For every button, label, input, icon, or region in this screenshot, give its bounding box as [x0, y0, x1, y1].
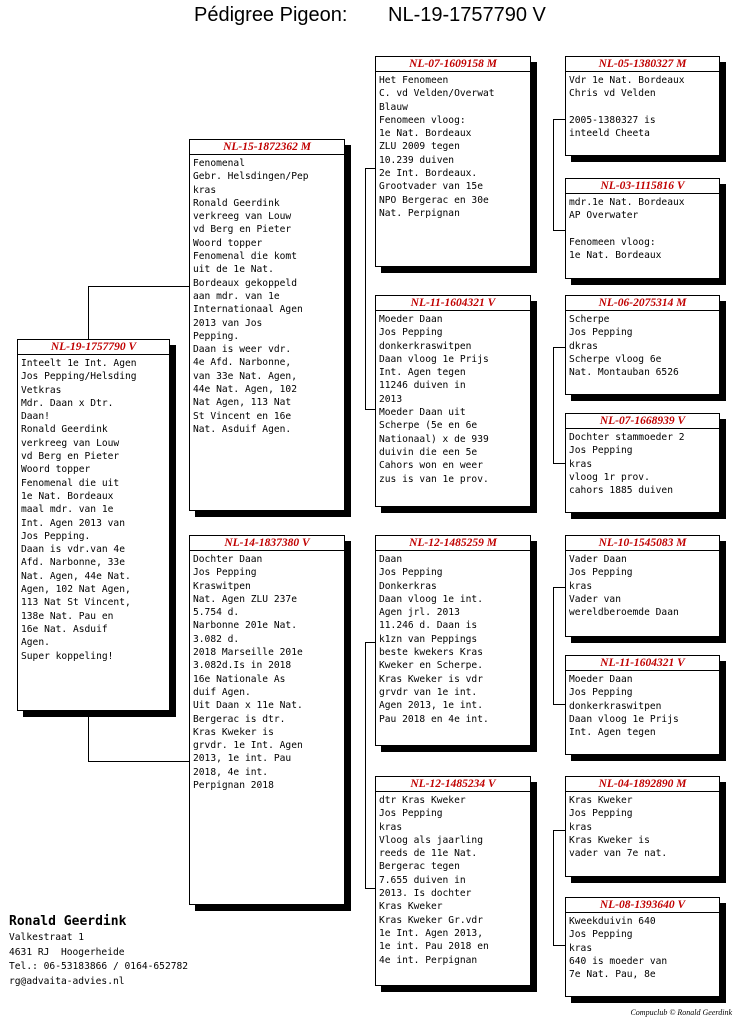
pigeon-card-mother-father — [375, 535, 531, 746]
pigeon-card-mother-mother — [375, 776, 531, 986]
pigeon-card-father-father — [375, 56, 531, 267]
connector-line — [553, 230, 565, 231]
connector-line — [553, 704, 565, 705]
ring-number: NL-04-1892890 M — [566, 777, 719, 792]
ring-number: NL-08-1393640 V — [566, 898, 719, 913]
owner-street: Valkestraat 1 — [9, 932, 85, 943]
ring-number: NL-07-1609158 M — [376, 57, 530, 72]
connector-line — [553, 587, 565, 588]
ring-number: NL-10-1545083 M — [566, 536, 719, 551]
connector-line — [553, 830, 554, 946]
pigeon-card-mmf — [565, 776, 720, 877]
ring-number: NL-07-1668939 V — [566, 414, 719, 429]
pigeon-card-fmm — [565, 413, 720, 513]
pigeon-info: Het Fenomeen C. vd Velden/Overwat Blauw Fenomeen vloog: 1e Nat. Bordeaux ZLU 2009 tegen 10.239 duiven 2e Int. Bordeaux. Grootvader van 15e NPO Bergerac en 30e Nat. Perpignan — [379, 75, 495, 219]
pigeon-info: Inteelt 1e Int. Agen Jos Pepping/Helsding Vetkras Mdr. Daan x Dtr. Daan! Ronald Geerdink verkreeg van Louw vd Berg en Pieter Woord topper Fenomenal die uit 1e Nat. Bordeaux maal mdr. van 1e Int. Agen 2013 van Jos Pepping. Daan is vdr.van 4e Afd. Narbonne, 33e Nat. Agen, 44e Nat. Agen, 102 Nat Agen, 113 Nat St Vincent, 138e Nat. Pau en 16e Nat. Asduif Agen. Super koppeling! — [21, 358, 137, 662]
connector-line — [365, 168, 375, 169]
pigeon-info: Scherpe Jos Pepping dkras Scherpe vloog 6e Nat. Montauban 6526 — [569, 314, 679, 379]
owner-email: rg@advaita-advies.nl — [9, 975, 125, 987]
pigeon-card-ffm — [565, 178, 720, 279]
connector-line — [553, 945, 565, 946]
ring-number: NL-03-1115816 V — [566, 179, 719, 194]
pigeon-info: Moeder Daan Jos Pepping donkerkraswitpen Daan vloog 1e Prijs Int. Agen tegen — [569, 674, 679, 739]
pigeon-card-mff — [565, 535, 720, 637]
connector-line — [553, 830, 565, 831]
pigeon-info: Kras Kweker Jos Pepping kras Kras Kweker is vader van 7e nat. — [569, 795, 668, 860]
pigeon-info: Dochter stammoeder 2 Jos Pepping kras vloog 1r prov. cahors 1885 duiven — [569, 432, 685, 497]
ring-number: NL-05-1380327 M — [566, 57, 719, 72]
ring-number: NL-12-1485234 V — [376, 777, 530, 792]
pigeon-info: Vader Daan Jos Pepping kras Vader van wereldberoemde Daan — [569, 554, 679, 619]
connector-line — [553, 587, 554, 705]
pigeon-info: dtr Kras Kweker Jos Pepping kras Vloog als jaarling reeds de 11e Nat. Bergerac tegen 7.655 duiven in 2013. Is dochter Kras Kweker Kras Kweker Gr.vdr 1e Int. Agen 2013, 1e int. Pau 2018 en 4e int. Perpignan — [379, 795, 489, 966]
owner-phone: Tel.: 06-53183866 / 0164-652782 — [9, 961, 189, 972]
pigeon-info: Fenomenal Gebr. Helsdingen/Pep kras Ronald Geerdink verkreeg van Louw vd Berg en Pieter Woord topper Fenomenal die komt uit de 1e Nat. Bordeaux gekoppeld aan mdr. van 1e Internationaal Agen 2013 van Jos Pepping. Daan is weer vdr. 4e Afd. Narbonne, van 33e Nat. Agen, 44e Nat. Agen, 102 Nat Agen, 113 Nat St Vincent en 16e Nat. Asduif Agen. — [193, 158, 309, 435]
pigeon-info: mdr.1e Nat. Bordeaux AP Overwater Fenomeen vloog: 1e Nat. Bordeaux — [569, 197, 685, 262]
connector-line — [365, 642, 366, 889]
ring-number: NL-19-1757790 V — [18, 340, 169, 355]
connector-line — [553, 463, 565, 464]
owner-city: 4631 RJ Hoogerheide — [9, 946, 125, 958]
connector-line — [365, 409, 375, 410]
pigeon-card-father-mother — [375, 295, 531, 507]
connector-line — [553, 347, 554, 464]
connector-line — [88, 761, 189, 762]
owner-name: Ronald Geerdink — [9, 914, 127, 929]
connector-line — [553, 119, 565, 120]
pigeon-card-mmm — [565, 897, 720, 997]
ring-number: NL-14-1837380 V — [190, 536, 344, 551]
pigeon-info: Vdr 1e Nat. Bordeaux Chris vd Velden 2005-1380327 is inteeld Cheeta — [569, 75, 685, 140]
ring-number: NL-06-2075314 M — [566, 296, 719, 311]
credit-text: Compuclub © Ronald Geerdink — [630, 1008, 732, 1017]
ring-number: NL-12-1485259 M — [376, 536, 530, 551]
connector-line — [365, 642, 375, 643]
page-title-label: Pédigree Pigeon: — [194, 4, 348, 26]
connector-line — [553, 119, 554, 231]
pigeon-info: Daan Jos Pepping Donkerkras Daan vloog 1e int. Agen jrl. 2013 11.246 d. Daan is k1zn van Peppings beste kwekers Kras Kweker en Scherpe. Kras Kweker is vdr grvdr van 1e int. Agen 2013, 1e int. Pau 2018 en 4e int. — [379, 554, 489, 725]
pigeon-card-mother — [189, 535, 345, 905]
pigeon-info: Dochter Daan Jos Pepping Kraswitpen Nat. Agen ZLU 237e 5.754 d. Narbonne 201e Nat. 3.082 d. 2018 Marseille 201e 3.082d.Is in 2018 16e Nationale As duif Agen. Uit Daan x 11e Nat. Bergerac is dtr. Kras Kweker is grvdr. 1e Int. Agen 2013, 1e int. Pau 2018, 4e int. Perpignan 2018 — [193, 554, 303, 792]
ring-number: NL-11-1604321 V — [566, 656, 719, 671]
ring-number: NL-11-1604321 V — [376, 296, 530, 311]
pigeon-card-fff — [565, 56, 720, 156]
connector-line — [88, 286, 189, 287]
owner-info — [9, 913, 188, 989]
pigeon-info: Moeder Daan Jos Pepping donkerkraswitpen Daan vloog 1e Prijs Int. Agen tegen 11246 duiven in 2013 Moeder Daan uit Scherpe (5e en 6e Nationaal) x de 939 duivin die een 5e Cahors won en weer zus is van 1e prov. — [379, 314, 489, 485]
pigeon-card-mfm — [565, 655, 720, 755]
pigeon-card-father — [189, 139, 345, 511]
connector-line — [88, 712, 89, 762]
pigeon-card-subject — [17, 339, 170, 711]
connector-line — [88, 286, 89, 340]
connector-line — [365, 888, 375, 889]
connector-line — [365, 168, 366, 410]
pigeon-info: Kweekduivin 640 Jos Pepping kras 640 is moeder van 7e Nat. Pau, 8e — [569, 916, 668, 981]
page-title-ring: NL-19-1757790 V — [388, 4, 546, 26]
ring-number: NL-15-1872362 M — [190, 140, 344, 155]
connector-line — [553, 347, 565, 348]
pigeon-card-fmf — [565, 295, 720, 395]
